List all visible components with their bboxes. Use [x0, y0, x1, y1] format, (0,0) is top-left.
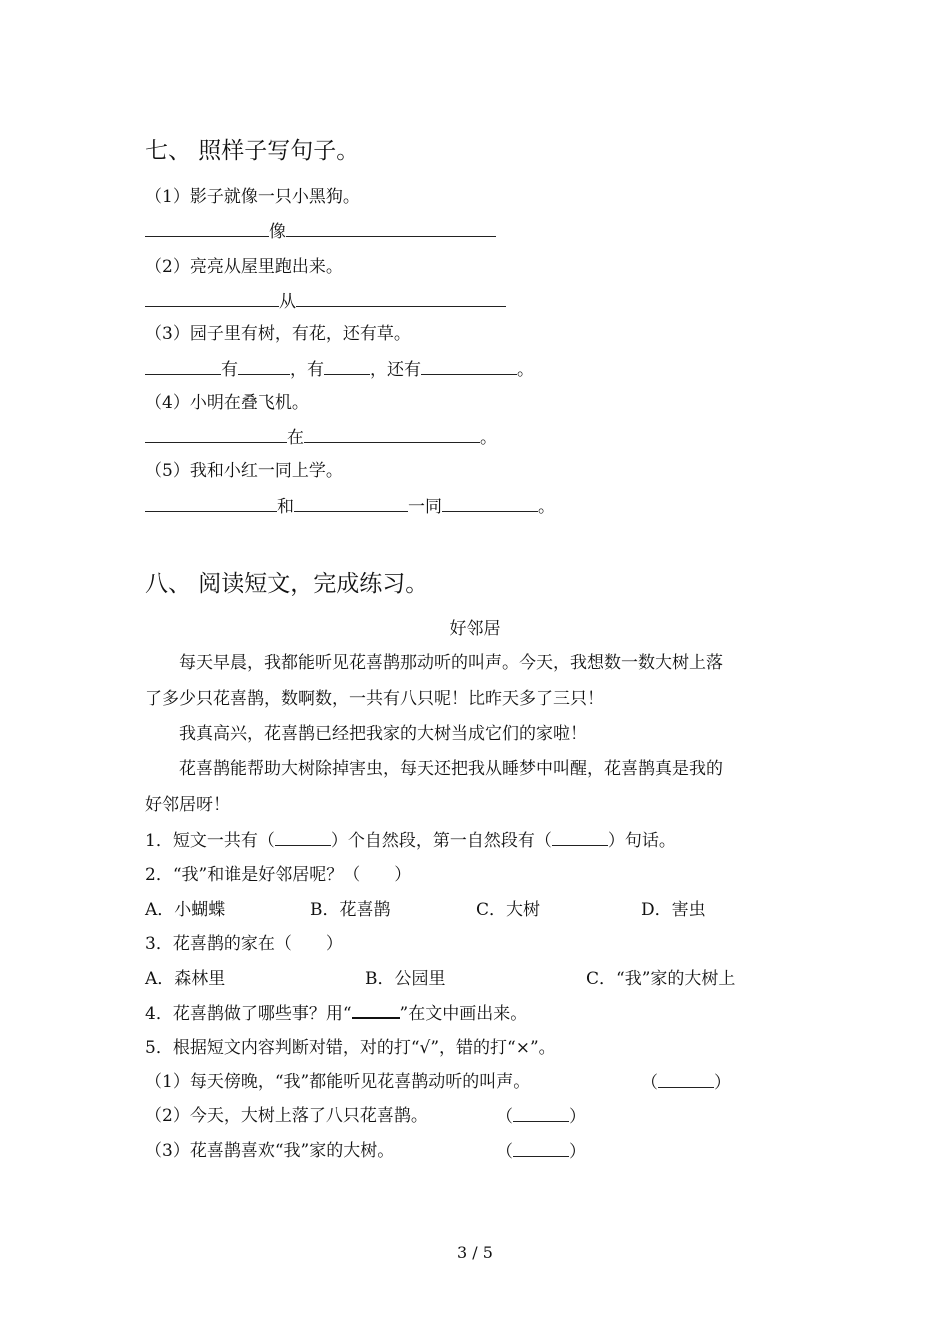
blank[interactable] [296, 290, 506, 307]
example-sentence-2: （2）亮亮从屋里跑出来。 [145, 257, 343, 277]
passage-title: 好邻居 [449, 619, 501, 639]
q2-option-b[interactable]: B．花喜鹊 [310, 900, 391, 920]
answer-line-5: 和 一同 。 [145, 495, 555, 518]
answer-line-4: 在 。 [145, 426, 497, 449]
blank[interactable] [238, 358, 290, 375]
judge-answer-3[interactable]: （ ） [496, 1142, 586, 1162]
q2-option-c[interactable]: C．大树 [476, 900, 541, 920]
answer-blank[interactable] [658, 1071, 714, 1088]
passage-paragraph-2: 我真高兴，花喜鹊已经把我家的大树当成它们的家啦！ [179, 724, 587, 744]
passage-paragraph-3: 花喜鹊能帮助大树除掉害虫，每天还把我从睡梦中叫醒，花喜鹊真是我的 [179, 759, 723, 779]
judge-answer-1[interactable]: （ ） [641, 1073, 731, 1093]
passage-paragraph-1-cont: 了多少只花喜鹊，数啊数，一共有八只呢！比昨天多了三只！ [145, 689, 604, 709]
q2-option-d[interactable]: D．害虫 [641, 900, 706, 920]
answer-blank[interactable] [552, 829, 608, 846]
q3-option-a[interactable]: A．森林里 [145, 969, 226, 989]
blank[interactable] [304, 426, 480, 443]
blank[interactable] [286, 220, 496, 237]
question-2: 2．“我”和谁是好邻居呢？（ ） [145, 865, 412, 885]
blank[interactable] [145, 220, 269, 237]
blank[interactable] [145, 358, 221, 375]
blank[interactable] [324, 358, 370, 375]
judge-item-1: （1）每天傍晚，“我”都能听见花喜鹊动听的叫声。 [145, 1072, 531, 1092]
answer-line-2: 从 [145, 290, 506, 313]
blank[interactable] [442, 495, 538, 512]
passage-paragraph-1: 每天早晨，我都能听见花喜鹊那动听的叫声。今天，我想数一数大树上落 [179, 653, 723, 673]
q3-option-c[interactable]: C．“我”家的大树上 [586, 969, 736, 989]
q3-option-b[interactable]: B．公园里 [365, 969, 446, 989]
answer-blank[interactable] [513, 1140, 569, 1157]
question-4: 4．花喜鹊做了哪些事？用“ ”在文中画出来。 [145, 1004, 528, 1024]
underline-sample [352, 1003, 400, 1019]
blank[interactable] [145, 495, 277, 512]
section-8-title: 八、 阅读短文，完成练习。 [145, 571, 429, 597]
section-7-title: 七、 照样子写句子。 [145, 138, 360, 164]
answer-line-3: 有 ，有 ，还有 。 [145, 358, 534, 381]
example-sentence-1: （1）影子就像一只小黑狗。 [145, 187, 360, 207]
q2-option-a[interactable]: A．小蝴蝶 [145, 900, 226, 920]
answer-line-1: 像 [145, 220, 496, 243]
example-sentence-4: （4）小明在叠飞机。 [145, 393, 309, 413]
judge-answer-2[interactable]: （ ） [496, 1107, 586, 1127]
judge-item-2: （2）今天，大树上落了八只花喜鹊。 [145, 1106, 428, 1126]
judge-item-3: （3）花喜鹊喜欢“我”家的大树。 [145, 1141, 395, 1161]
question-5: 5．根据短文内容判断对错，对的打“√”，错的打“×”。 [145, 1038, 556, 1058]
example-sentence-3: （3）园子里有树，有花，还有草。 [145, 324, 411, 344]
page-number: 3 / 5 [457, 1243, 493, 1262]
passage-paragraph-3-cont: 好邻居呀！ [145, 795, 230, 815]
question-3: 3．花喜鹊的家在（ ） [145, 934, 343, 954]
answer-blank[interactable] [513, 1105, 569, 1122]
example-sentence-5: （5）我和小红一同上学。 [145, 461, 343, 481]
blank[interactable] [145, 290, 279, 307]
blank[interactable] [294, 495, 408, 512]
blank[interactable] [145, 426, 287, 443]
question-1: 1．短文一共有（ ）个自然段，第一自然段有（ ）句话。 [145, 831, 676, 851]
blank[interactable] [421, 358, 517, 375]
answer-blank[interactable] [275, 829, 331, 846]
